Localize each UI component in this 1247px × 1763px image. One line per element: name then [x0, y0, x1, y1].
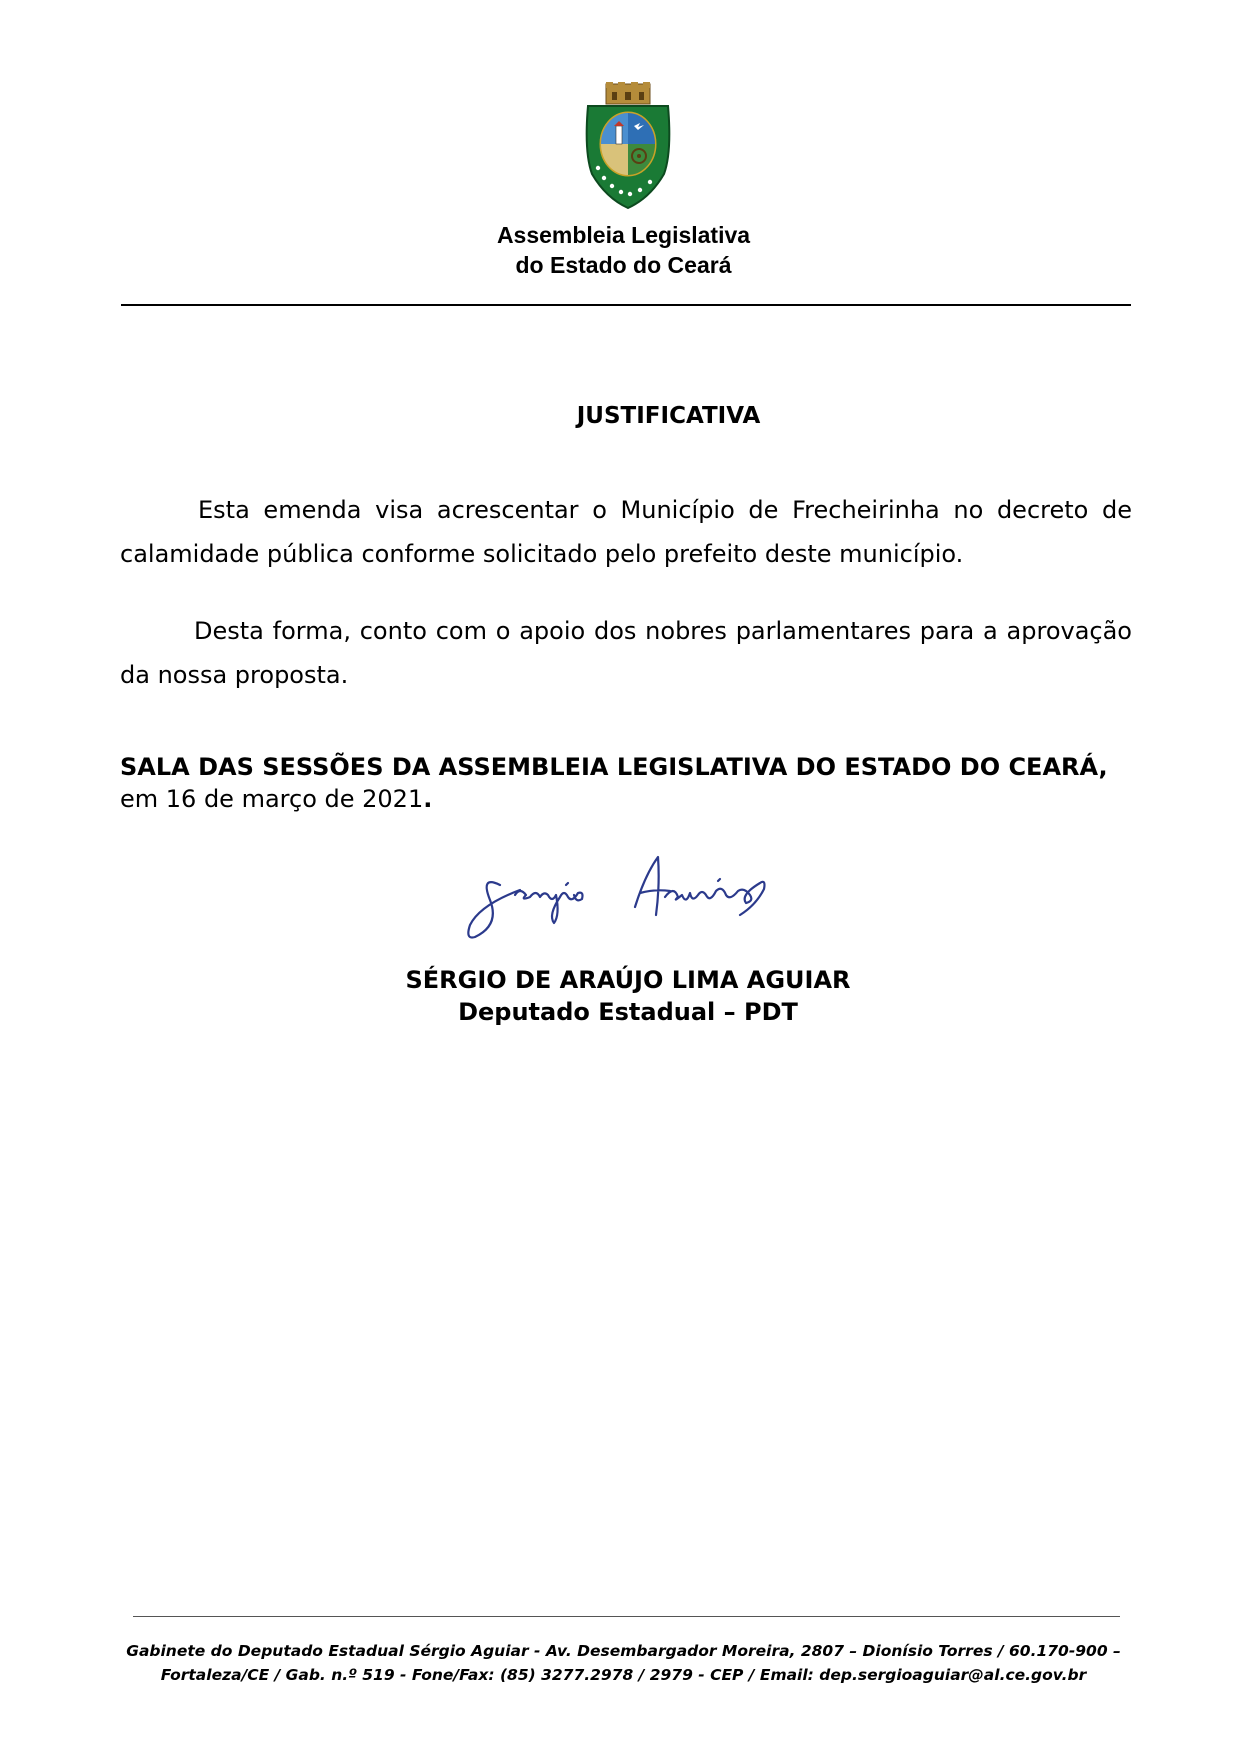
- state-coat-of-arms-logo: [578, 82, 678, 210]
- handwritten-signature: [460, 845, 820, 950]
- organization-name-line-2: do Estado do Ceará: [515, 252, 732, 278]
- closing-statement: [120, 751, 1132, 815]
- body-paragraph: Esta emenda visa acrescentar o Município de Frecheirinha no decreto de calamidade pública conforme solicitado pelo prefeito deste município.: [120, 496, 1132, 568]
- closing-session-hall: SALA DAS SESSÕES DA ASSEMBLEIA LEGISLATIVA DO ESTADO DO CEARÁ,: [120, 753, 1108, 781]
- signer-role: Deputado Estadual – PDT: [458, 998, 798, 1026]
- footer-divider: [133, 1616, 1120, 1617]
- footer-address-line-2: Fortaleza/CE / Gab. n.º 519 - Fone/Fax: (85) 3277.2978 / 2979 - CEP / Email: dep.sergioaguiar@al.ce.gov.br: [160, 1666, 1087, 1684]
- header-divider: [121, 304, 1131, 306]
- footer-address-line-1: Gabinete do Deputado Estadual Sérgio Aguiar - Av. Desembargador Moreira, 2807 – Dionísio Torres / 60.170-900 –: [126, 1642, 1121, 1660]
- organization-name-line-1: Assembleia Legislativa: [496, 222, 751, 248]
- body-paragraph: Desta forma, conto com o apoio dos nobres parlamentares para a aprovação da nossa proposta.: [120, 617, 1132, 689]
- closing-end-mark: .: [423, 785, 433, 813]
- signer-name: SÉRGIO DE ARAÚJO LIMA AGUIAR: [405, 966, 851, 994]
- closing-date: em 16 de março de 2021: [120, 785, 424, 813]
- document-title: JUSTIFICATIVA: [576, 403, 761, 429]
